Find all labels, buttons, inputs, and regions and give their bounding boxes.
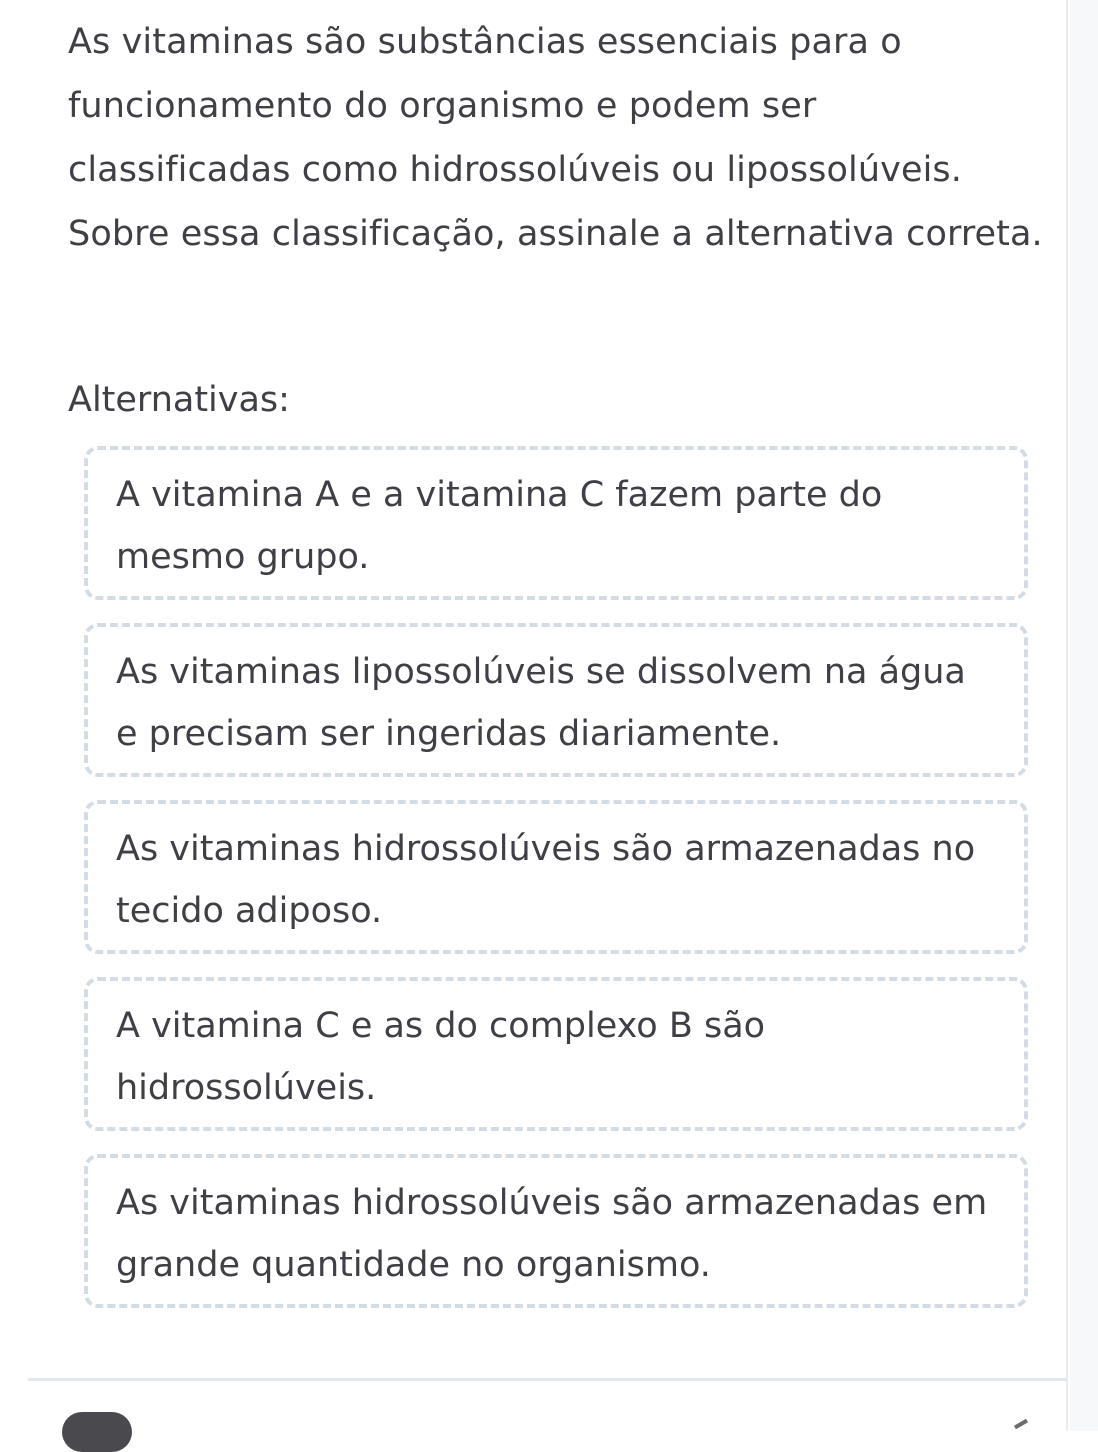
chevron-icon	[1014, 1419, 1028, 1429]
page-side-margin	[1070, 0, 1098, 1431]
alternative-option-5[interactable]: As vitaminas hidrossolúveis são armazenadas em grande quantidade no organismo.	[84, 1154, 1028, 1308]
question-text: As vitaminas são substâncias essenciais para o funcionamento do organismo e podem ser classificadas como hidrossolúveis ou lipossolúveis. Sobre essa classificação, assinale a alternativa correta.	[68, 22, 1043, 254]
alternatives-list	[84, 446, 1028, 1331]
alternative-option-1[interactable]: A vitamina A e a vitamina C fazem parte do mesmo grupo.	[84, 446, 1028, 600]
section-divider	[28, 1378, 1068, 1381]
alternative-option-4[interactable]: A vitamina C e as do complexo B são hidrossolúveis.	[84, 977, 1028, 1131]
alternatives-header: Alternativas:	[68, 380, 290, 420]
alternative-option-3[interactable]: As vitaminas hidrossolúveis são armazenadas no tecido adiposo.	[84, 800, 1028, 954]
alternative-option-2[interactable]: As vitaminas lipossolúveis se dissolvem na água e precisam ser ingeridas diariamente.	[84, 623, 1028, 777]
avatar	[62, 1412, 132, 1452]
